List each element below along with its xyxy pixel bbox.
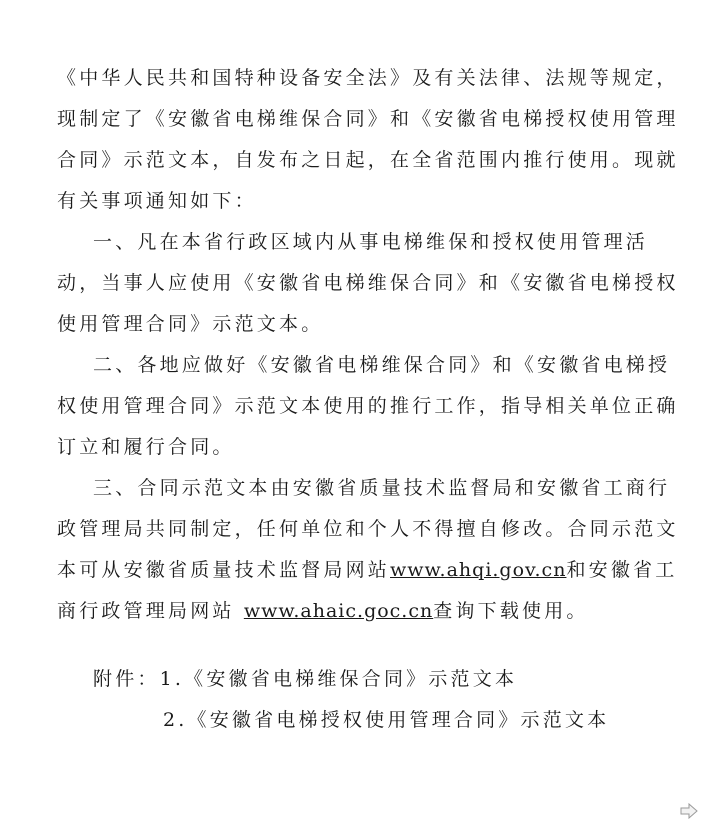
item1-line-2: 动，当事人应使用《安徽省电梯维保合同》和《安徽省电梯授权 — [57, 272, 679, 294]
item3-line-2: 政管理局共同制定，任何单位和个人不得擅自修改。合同示范文 — [57, 518, 679, 540]
item1-line-3: 使用管理合同》示范文本。 — [57, 313, 324, 335]
next-page-arrow-icon[interactable] — [680, 803, 698, 819]
item2-line-2: 权使用管理合同》示范文本使用的推行工作，指导相关单位正确 — [57, 395, 679, 417]
item2-line-3: 订立和履行合同。 — [57, 436, 235, 458]
attachment-label: 附件： — [93, 668, 160, 690]
item3-line-3 — [57, 558, 678, 582]
intro-line-2: 现制定了《安徽省电梯维保合同》和《安徽省电梯授权使用管理 — [57, 108, 679, 130]
item3-line-4-tail: 查询下载使用。 — [433, 600, 589, 622]
item3-line-4 — [57, 599, 657, 623]
intro-line-4: 有关事项通知如下： — [57, 190, 257, 212]
item3-line-4-text: 商行政管理局网站 — [57, 600, 244, 622]
item3-line-3-tail: 和安徽省工 — [566, 559, 678, 581]
item3-line-1: 三、合同示范文本由安徽省质量技术监督局和安徽省工商行 — [93, 477, 671, 499]
intro-line-3: 合同》示范文本，自发布之日起，在全省范围内推行使用。现就 — [57, 149, 679, 171]
attachment-item-1: 1.《安徽省电梯维保合同》示范文本 — [159, 668, 518, 690]
item3-line-3-text: 本可从安徽省质量技术监督局网站 — [57, 559, 391, 581]
item1-line-1: 一、凡在本省行政区域内从事电梯维保和授权使用管理活 — [93, 231, 649, 253]
url-ahaic-link[interactable]: www.ahaic.goc.cn — [243, 600, 434, 622]
attachment-line-1 — [93, 667, 693, 691]
item2-line-1: 二、各地应做好《安徽省电梯维保合同》和《安徽省电梯授 — [93, 354, 671, 376]
intro-line-1: 《中华人民共和国特种设备安全法》及有关法律、法规等规定， — [57, 67, 679, 89]
attachment-item-2: 2.《安徽省电梯授权使用管理合同》示范文本 — [163, 709, 610, 731]
url-ahqi-link[interactable]: www.ahqi.gov.cn — [390, 559, 567, 581]
